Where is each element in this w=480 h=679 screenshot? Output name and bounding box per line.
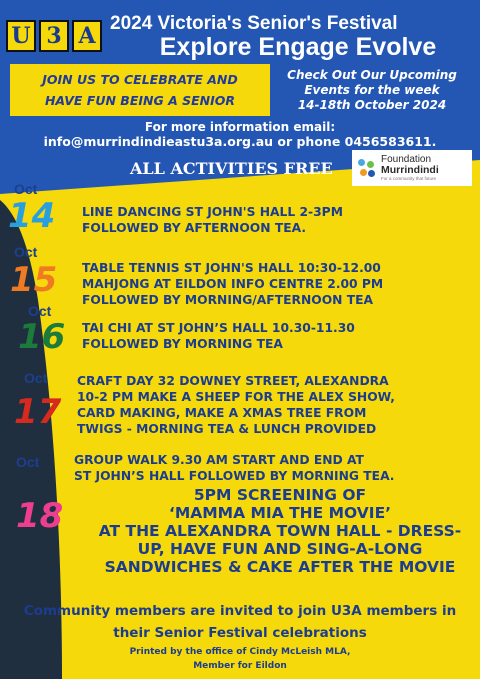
event-15-line-3: FOLLOWED BY MORNING/AFTERNOON TEA [82,293,374,307]
event-16 [82,320,355,352]
foundation-tagline: For a community that future [381,176,437,181]
printed-by [100,645,380,673]
event-15-line-2: MAHJONG AT EILDON INFO CENTRE 2.00 PM [82,277,384,291]
date-day-18: 18 [16,496,64,536]
logo-letter-a: A [72,20,102,52]
join-line-2: HAVE FUN BEING A SENIOR [44,93,236,108]
murrindindi-word: Murrindindi [381,164,439,176]
foundation-name [381,154,439,182]
community-line-2: their Senior Festival celebrations [113,625,367,641]
event-17 [77,373,395,437]
event-14-line-2: FOLLOWED BY AFTERNOON TEA. [82,221,307,235]
check-line-3: 14-18th October 2024 [297,98,447,112]
community-line-1: Community members are invited to join U3A members in [23,603,457,619]
event-17-line-4: TWIGS - MORNING TEA & LUNCH PROVIDED [77,422,377,436]
community-invitation [0,600,480,644]
event-18-walk-line-1: GROUP WALK 9.30 AM START AND END AT [74,453,364,467]
contact-info: info@murrindindieastu3a.org.au or phone 0456583611. [43,134,437,149]
join-line-1: JOIN US TO CELEBRATE AND [42,72,238,87]
date-day-14: 14 [8,196,56,236]
event-16-line-2: FOLLOWED BY MORNING TEA [82,337,283,351]
event-17-line-2: 10-2 PM MAKE A SHEEP FOR THE ALEX SHOW, [77,390,395,404]
printed-line-2: Member for Eildon [193,661,287,671]
more-info-label: For more information email: [144,120,336,134]
event-18-movie-line-2: ‘MAMMA MIA THE MOVIE’ [168,504,392,522]
date-day-17: 17 [14,392,62,432]
event-18-movie-line-3: AT THE ALEXANDRA TOWN HALL - DRESS- [98,522,462,540]
event-18-movie-line-5: SANDWICHES & CAKE AFTER THE MOVIE [104,558,456,576]
date-day-15: 15 [10,260,58,300]
date-month-17: Oct [24,370,48,386]
foundation-word: Foundation [381,154,432,165]
event-18-movie [80,486,480,576]
check-line-1: Check Out Our Upcoming [287,68,457,82]
join-us-text [10,69,270,111]
date-month-15: Oct [14,244,38,260]
date-month-14: Oct [14,181,38,197]
event-17-line-1: CRAFT DAY 32 DOWNEY STREET, ALEXANDRA [77,374,389,388]
event-14 [82,204,343,236]
event-15-line-1: TABLE TENNIS ST JOHN'S HALL 10:30-12.00 [82,261,381,275]
event-18-movie-line-1: 5PM SCREENING OF [193,486,367,504]
logo-letter-3: 3 [39,20,69,52]
date-month-16: Oct [28,303,52,319]
event-18-walk-line-2: ST JOHN’S HALL FOLLOWED BY MORNING TEA. [74,469,395,483]
all-activities-free: ALL ACTIVITIES FREE [130,159,333,178]
check-out-events [268,68,476,113]
festival-title: 2024 Victoria's Senior's Festival [110,13,398,34]
festival-slogan: Explore Engage Evolve [159,33,437,61]
event-16-line-1: TAI CHI AT ST JOHN’S HALL 10.30-11.30 [82,321,355,335]
event-17-line-3: CARD MAKING, MAKE A XMAS TREE FROM [77,406,367,420]
foundation-dots-icon [358,159,376,177]
u3a-logo [6,20,102,52]
foundation-murrindindi-logo [352,150,472,186]
date-month-18: Oct [16,454,40,470]
event-15 [82,260,383,308]
date-day-16: 16 [18,317,66,357]
printed-line-1: Printed by the office of Cindy McLeish MLA, [129,647,351,657]
check-line-2: Events for the week [304,83,440,97]
logo-letter-u: U [6,20,36,52]
event-14-line-1: LINE DANCING ST JOHN'S HALL 2-3PM [82,205,343,219]
event-18-walk [74,452,394,484]
event-18-movie-line-4: UP, HAVE FUN AND SING-A-LONG [137,540,423,558]
